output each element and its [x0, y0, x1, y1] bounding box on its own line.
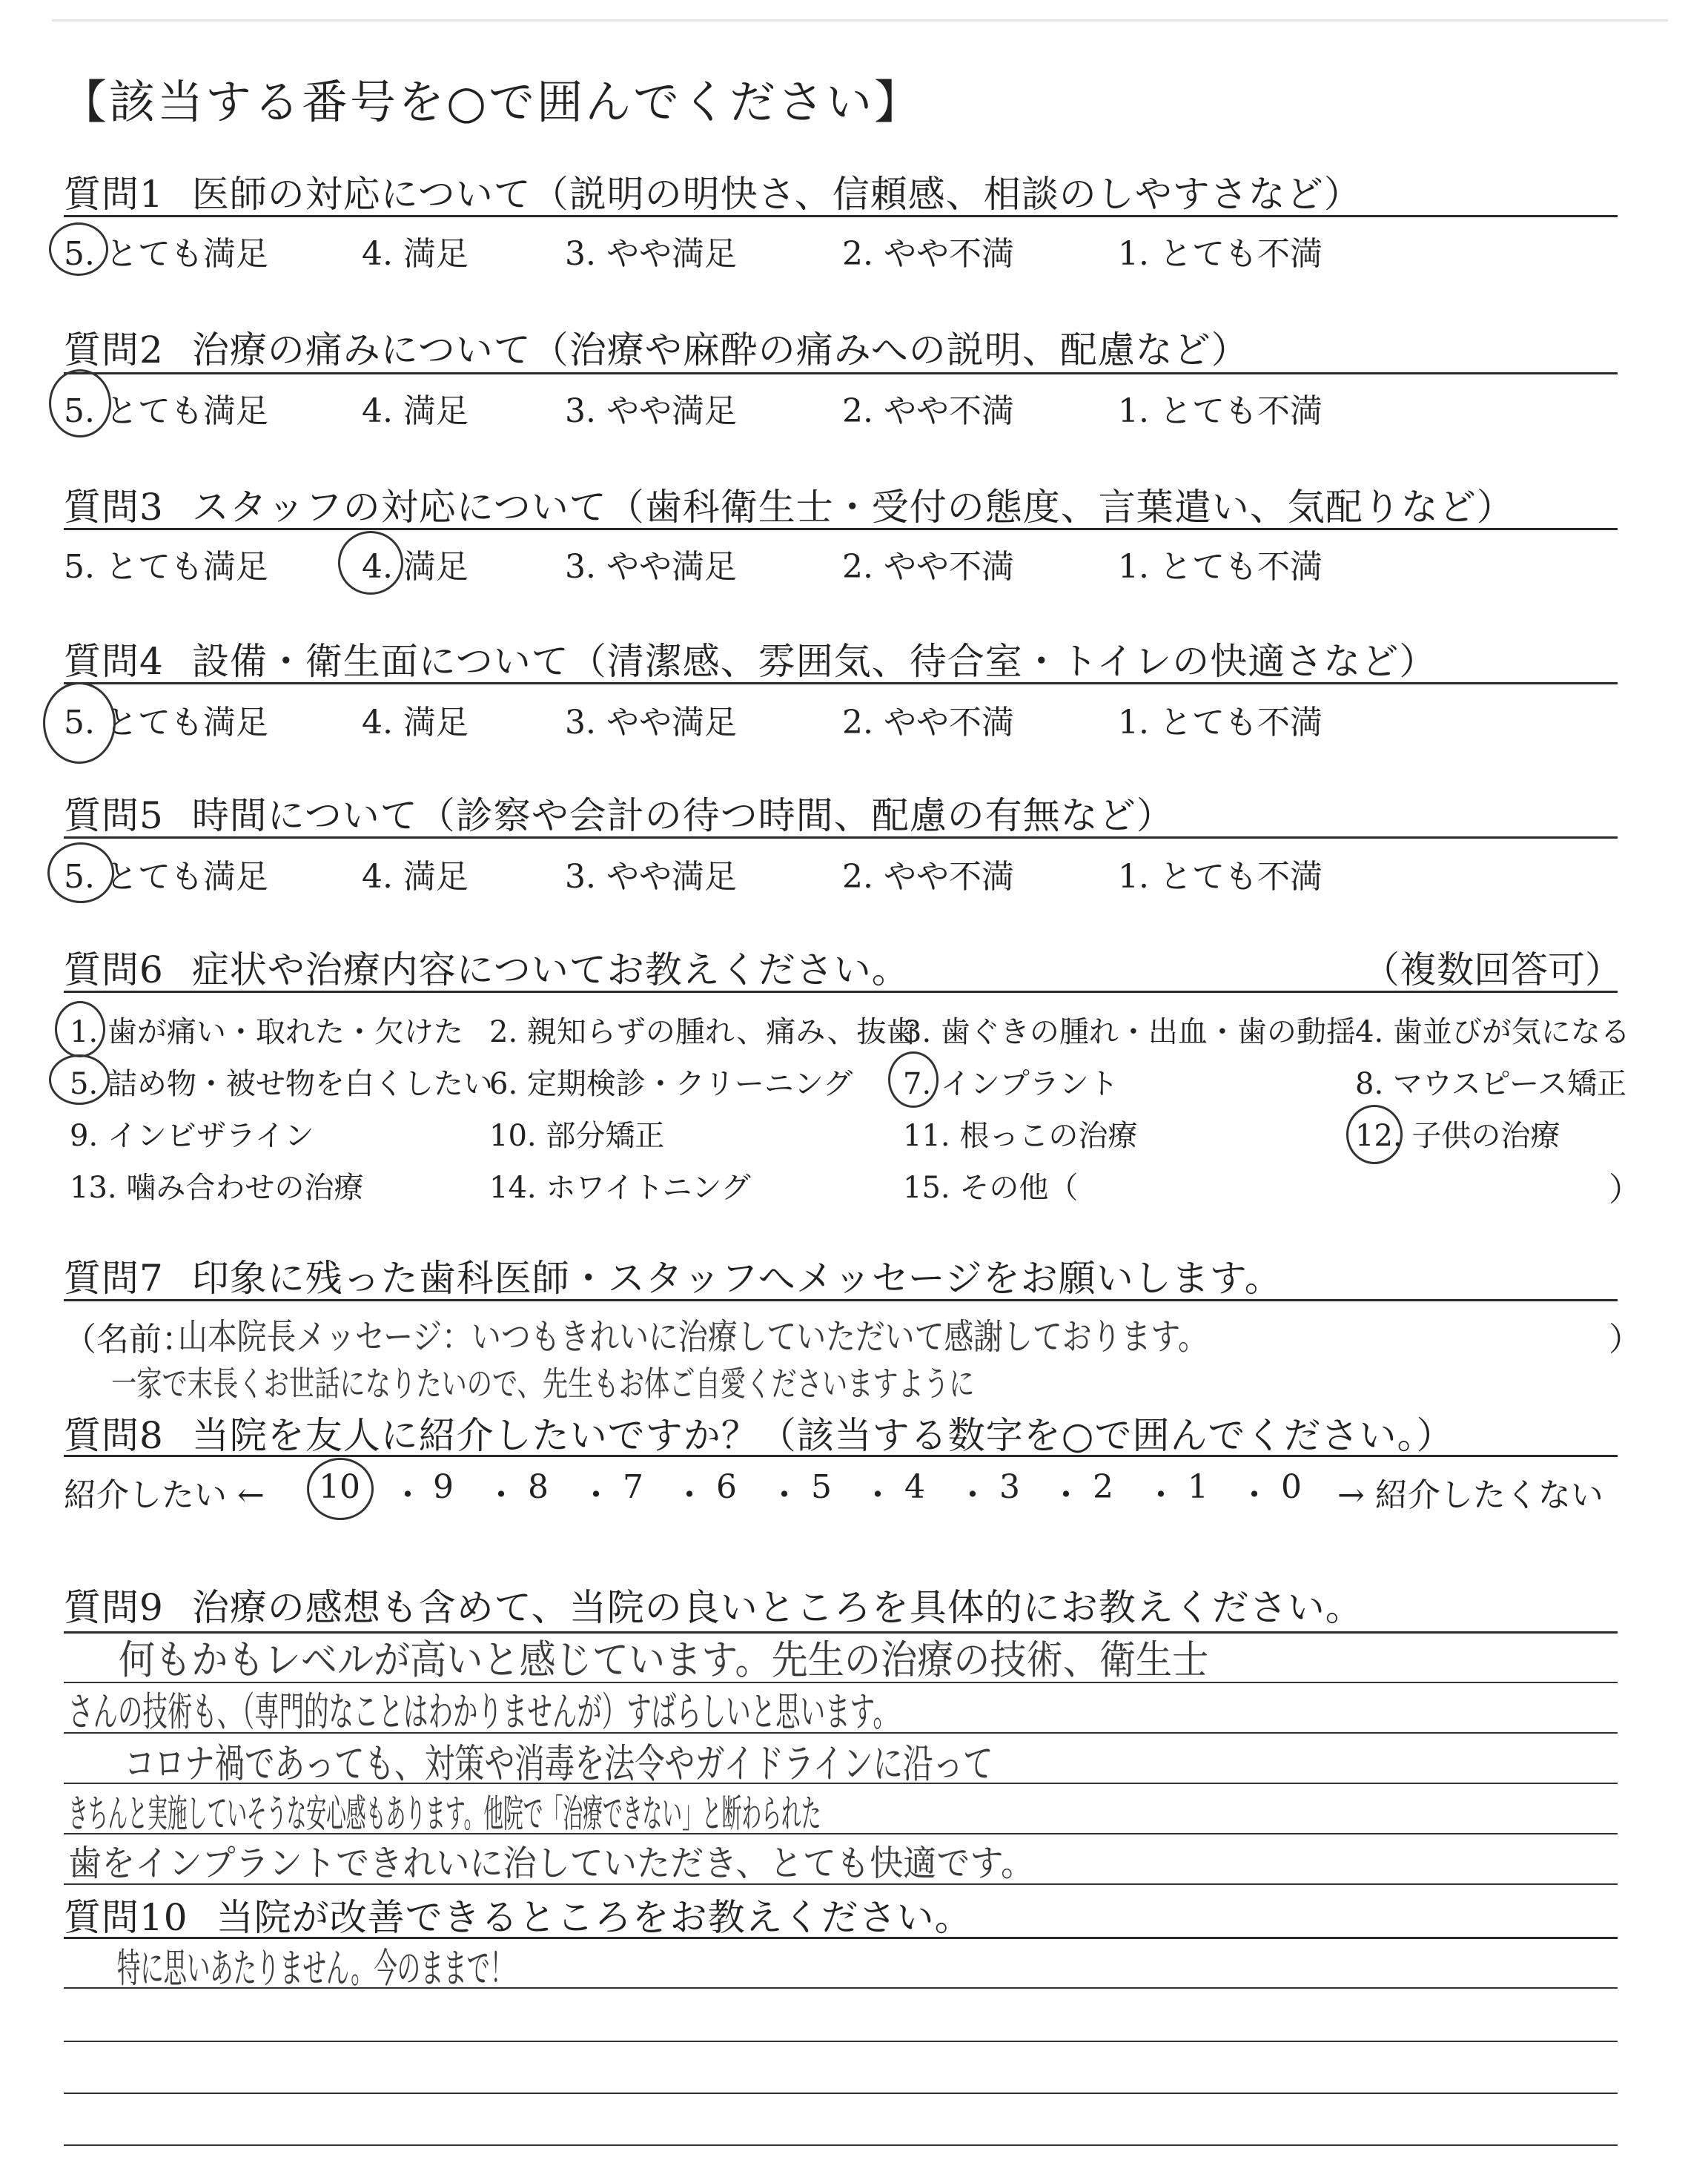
q7-name-label: （名前：: [64, 1321, 194, 1358]
form-title: 【該当する番号を○で囲んでください】: [61, 75, 923, 129]
q8-separator: ・: [485, 1476, 517, 1514]
q8-score-8[interactable]: 8: [528, 1468, 549, 1506]
q6-selection-circle-1: [55, 1001, 105, 1057]
q8-score-9[interactable]: 9: [433, 1468, 454, 1506]
q5-rule: [64, 836, 1618, 839]
q3-option-4[interactable]: 4. 満足: [362, 548, 469, 586]
q2-number: 質問2: [64, 328, 164, 371]
q2-option-1[interactable]: 1. とても不満: [1118, 392, 1323, 430]
q2-heading: [64, 320, 1249, 374]
q6-option-7[interactable]: 7. インプラント: [903, 1067, 1119, 1101]
q8-score-7[interactable]: 7: [623, 1468, 643, 1506]
q5-heading: [64, 786, 1174, 839]
q6-selection-circle-7: [888, 1051, 939, 1108]
q3-number: 質問3: [64, 486, 164, 529]
q1-rule: [64, 215, 1618, 217]
q1-option-3[interactable]: 3. やや満足: [565, 235, 737, 273]
q5-number: 質問5: [64, 794, 164, 837]
q6-option-9[interactable]: 9. インビザライン: [70, 1119, 314, 1153]
q8-heading: [64, 1406, 1454, 1459]
q8-separator: ・: [768, 1476, 801, 1514]
q6-option-8[interactable]: 8. マウスピース矯正: [1355, 1067, 1627, 1101]
q10-heading: [64, 1888, 973, 1941]
q6-selection-circle-5: [49, 1054, 110, 1105]
q1-selection-circle: [49, 222, 108, 276]
q2-option-4[interactable]: 4. 満足: [362, 392, 469, 430]
q9-heading: [64, 1578, 1363, 1631]
q8-score-4[interactable]: 4: [904, 1468, 925, 1506]
q3-option-3[interactable]: 3. やや満足: [565, 548, 737, 586]
q8-score-1[interactable]: 1: [1188, 1468, 1208, 1506]
q8-left-label: 紹介したい ←: [64, 1476, 265, 1514]
q4-selection-circle: [43, 682, 116, 764]
q6-option-1[interactable]: 1. 歯が痛い・取れた・欠けた: [70, 1015, 463, 1049]
q8-number: 質問8: [64, 1414, 164, 1457]
q5-option-1[interactable]: 1. とても不満: [1118, 858, 1323, 896]
q3-option-5[interactable]: 5. とても満足: [64, 548, 268, 586]
q6-option-10[interactable]: 10. 部分矯正: [489, 1119, 665, 1153]
q8-rule: [64, 1455, 1618, 1457]
q8-score-10[interactable]: 10: [319, 1468, 360, 1506]
q7-number: 質問7: [64, 1257, 164, 1300]
q9-handwritten-line-5: 歯をインプラントできれいに治していただき、とても快適です。: [68, 1843, 1035, 1884]
q6-option-3[interactable]: 3. 歯ぐきの腫れ・出血・歯の動揺: [903, 1015, 1356, 1049]
q1-number: 質問1: [64, 173, 164, 216]
q7-heading: [64, 1249, 1282, 1302]
q6-option-2[interactable]: 2. 親知らずの腫れ、痛み、抜歯: [489, 1015, 916, 1049]
q10-text: 当院が改善できるところをお教えください。: [216, 1896, 973, 1939]
q8-separator: ・: [956, 1476, 989, 1514]
q6-option-6[interactable]: 6. 定期検診・クリーニング: [489, 1067, 853, 1101]
q4-option-4[interactable]: 4. 満足: [362, 704, 469, 742]
q6-option-11[interactable]: 11. 根っこの治療: [903, 1119, 1138, 1153]
q8-score-0[interactable]: 0: [1281, 1468, 1302, 1506]
q10-rule-4: [64, 2093, 1618, 2094]
q6-selection-circle-12: [1346, 1105, 1403, 1164]
q4-option-5[interactable]: 5. とても満足: [64, 704, 268, 742]
q4-option-3[interactable]: 3. やや満足: [565, 704, 737, 742]
q6-option-5[interactable]: 5. 詰め物・被せ物を白くしたい: [70, 1067, 493, 1101]
q4-option-2[interactable]: 2. やや不満: [842, 704, 1014, 742]
q9-handwritten-line-3: コロナ禍であっても、対策や消毒を法令やガイドラインに沿って: [125, 1740, 993, 1787]
q3-option-1[interactable]: 1. とても不満: [1118, 548, 1323, 586]
q8-separator: ・: [1050, 1476, 1082, 1514]
top-border: [52, 19, 1668, 22]
q9-text: 治療の感想も含めて、当院の良いところを具体的にお教えください。: [191, 1586, 1363, 1629]
q4-text: 設備・衛生面について（清潔感、雰囲気、待合室・トイレの快適さなど）: [191, 640, 1437, 683]
q4-number: 質問4: [64, 640, 164, 683]
q5-option-4[interactable]: 4. 満足: [362, 858, 469, 896]
q8-right-label: → 紹介したくない: [1337, 1476, 1603, 1514]
q2-option-3[interactable]: 3. やや満足: [565, 392, 737, 430]
q1-option-5[interactable]: 5. とても満足: [64, 235, 268, 273]
q4-heading: [64, 632, 1437, 685]
q7-close-paren: ）: [1609, 1321, 1641, 1358]
q6-heading: [64, 940, 910, 994]
q10-rule-3: [64, 2041, 1618, 2042]
q2-option-5[interactable]: 5. とても満足: [64, 392, 268, 430]
q5-option-2[interactable]: 2. やや不満: [842, 858, 1014, 896]
q9-handwritten-line-1: 何もかもレベルが高いと感じています。先生の治療の技術、衛生士: [119, 1636, 1209, 1683]
q4-option-1[interactable]: 1. とても不満: [1118, 704, 1323, 742]
q2-rule: [64, 372, 1618, 374]
q5-option-5[interactable]: 5. とても満足: [64, 858, 268, 896]
q8-score-5[interactable]: 5: [811, 1468, 832, 1506]
q1-option-4[interactable]: 4. 満足: [362, 235, 469, 273]
q8-separator: ・: [580, 1476, 612, 1514]
q5-option-3[interactable]: 3. やや満足: [565, 858, 737, 896]
q6-option-14[interactable]: 14. ホワイトニング: [489, 1171, 751, 1205]
q1-heading: [64, 165, 1362, 218]
q2-selection-circle: [49, 369, 111, 437]
q6-multiple-answers-note: （複数回答可）: [1363, 948, 1622, 991]
q1-text: 医師の対応について（説明の明快さ、信頼感、相談のしやすさなど）: [191, 173, 1362, 216]
q10-rule-5: [64, 2144, 1618, 2146]
q3-option-2[interactable]: 2. やや不満: [842, 548, 1014, 586]
q3-text: スタッフの対応について（歯科衛生士・受付の態度、言葉遣い、気配りなど）: [191, 486, 1515, 529]
q8-score-3[interactable]: 3: [999, 1468, 1020, 1506]
q10-handwritten-line-1: 特に思いあたりません。今のままで！: [117, 1945, 514, 1992]
q7-text: 印象に残った歯科医師・スタッフへメッセージをお願いします。: [191, 1257, 1282, 1300]
q6-rule: [64, 991, 1618, 993]
q6-option-12[interactable]: 12. 子供の治療: [1355, 1119, 1560, 1153]
q8-separator: ・: [391, 1476, 424, 1514]
q5-text: 時間について（診察や会計の待つ時間、配慮の有無など）: [191, 794, 1174, 837]
q8-score-2[interactable]: 2: [1093, 1468, 1113, 1506]
q1-option-2[interactable]: 2. やや不満: [842, 235, 1014, 273]
q6-option-15[interactable]: 15. その他（: [903, 1171, 1079, 1205]
q7-handwritten-line-2: 一家で末長くお世話になりたいので、先生もお体ご自愛くださいますように: [111, 1364, 975, 1404]
q3-rule: [64, 528, 1618, 530]
q9-handwritten-line-4: きちんと実施していそうな安心感もあります。他院で「治療できない」と断わられた: [68, 1792, 821, 1837]
q7-handwritten-line-1: 山本院長メッセージ：いつもきれいに治療していただいて感謝しております。: [178, 1316, 1208, 1358]
q2-option-2[interactable]: 2. やや不満: [842, 392, 1014, 430]
q6-option-13[interactable]: 13. 噛み合わせの治療: [70, 1171, 364, 1205]
q4-rule: [64, 682, 1618, 684]
q9-handwritten-line-2: さんの技術も、（専門的なことはわかりませんが）すばらしいと思います。: [68, 1688, 898, 1735]
q8-score-6[interactable]: 6: [716, 1468, 737, 1506]
q6-other-close-paren: ）: [1609, 1171, 1641, 1209]
q9-number: 質問9: [64, 1586, 164, 1629]
q6-number: 質問6: [64, 948, 164, 991]
q2-text: 治療の痛みについて（治療や麻酔の痛みへの説明、配慮など）: [191, 328, 1249, 371]
q6-text: 症状や治療内容についてお教えください。: [191, 948, 910, 991]
q8-separator: ・: [861, 1476, 894, 1514]
q3-heading: [64, 478, 1515, 531]
q8-text: 当院を友人に紹介したいですか？（該当する数字を○で囲んでください。）: [191, 1414, 1454, 1457]
q1-option-1[interactable]: 1. とても不満: [1118, 235, 1323, 273]
q6-option-4[interactable]: 4. 歯並びが気になる: [1355, 1015, 1630, 1049]
q8-separator: ・: [1145, 1476, 1177, 1514]
q8-separator: ・: [1238, 1476, 1271, 1514]
q8-separator: ・: [673, 1476, 706, 1514]
q8-selection-circle: [307, 1458, 374, 1520]
q5-selection-circle: [47, 842, 114, 903]
q10-number: 質問10: [64, 1896, 188, 1939]
q3-selection-circle: [338, 531, 403, 595]
q7-rule: [64, 1299, 1618, 1301]
